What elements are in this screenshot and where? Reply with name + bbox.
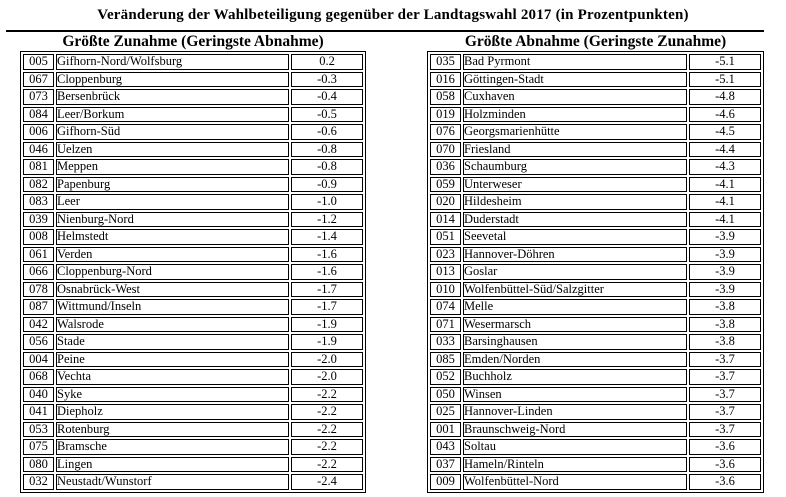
district-name-cell: Cloppenburg [56, 72, 289, 88]
change-value-cell: -3.6 [689, 457, 761, 473]
decrease-table [427, 51, 764, 493]
title-divider [6, 30, 764, 32]
district-name-cell: Walsrode [56, 317, 289, 333]
district-name-cell: Barsinghausen [463, 334, 687, 350]
table-row [430, 159, 761, 175]
change-value-cell: -5.1 [689, 54, 761, 70]
table-row [23, 352, 363, 368]
change-value-cell: -0.8 [291, 159, 363, 175]
district-name-cell: Schaumburg [463, 159, 687, 175]
district-name-cell: Rotenburg [56, 422, 289, 438]
district-name-cell: Stade [56, 334, 289, 350]
table-row [430, 369, 761, 385]
table-row [430, 72, 761, 88]
district-code-cell: 081 [23, 159, 54, 175]
district-name-cell: Gifhorn-Süd [56, 124, 289, 140]
district-code-cell: 061 [23, 247, 54, 263]
change-value-cell: -3.9 [689, 247, 761, 263]
district-name-cell: Bad Pyrmont [463, 54, 687, 70]
table-row [23, 142, 363, 158]
change-value-cell: -1.6 [291, 264, 363, 280]
district-code-cell: 040 [23, 387, 54, 403]
district-code-cell: 016 [430, 72, 461, 88]
table-row [23, 404, 363, 420]
district-name-cell: Wittmund/Inseln [56, 299, 289, 315]
change-value-cell: -3.7 [689, 387, 761, 403]
table-row [23, 177, 363, 193]
district-name-cell: Georgsmarienhütte [463, 124, 687, 140]
increase-table-header: Größte Zunahme (Geringste Abnahme) [62, 33, 324, 50]
table-row [430, 54, 761, 70]
district-code-cell: 005 [23, 54, 54, 70]
district-name-cell: Buchholz [463, 369, 687, 385]
table-row [430, 89, 761, 105]
table-row [23, 229, 363, 245]
change-value-cell: -4.1 [689, 194, 761, 210]
district-name-cell: Neustadt/Wunstorf [56, 474, 289, 490]
district-code-cell: 014 [430, 212, 461, 228]
table-row [430, 457, 761, 473]
change-value-cell: -1.9 [291, 317, 363, 333]
change-value-cell: -2.2 [291, 387, 363, 403]
table-row [23, 264, 363, 280]
change-value-cell: -2.4 [291, 474, 363, 490]
district-name-cell: Goslar [463, 264, 687, 280]
district-name-cell: Lingen [56, 457, 289, 473]
district-name-cell: Verden [56, 247, 289, 263]
table-row [23, 387, 363, 403]
change-value-cell: -3.9 [689, 264, 761, 280]
district-name-cell: Gifhorn-Nord/Wolfsburg [56, 54, 289, 70]
district-name-cell: Wolfenbüttel-Süd/Salzgitter [463, 282, 687, 298]
district-name-cell: Braunschweig-Nord [463, 422, 687, 438]
district-name-cell: Hannover-Döhren [463, 247, 687, 263]
district-name-cell: Hannover-Linden [463, 404, 687, 420]
district-name-cell: Winsen [463, 387, 687, 403]
district-name-cell: Cuxhaven [463, 89, 687, 105]
change-value-cell: -0.8 [291, 142, 363, 158]
table-row [23, 54, 363, 70]
decrease-table-body [430, 54, 761, 490]
change-value-cell: -1.9 [291, 334, 363, 350]
district-code-cell: 053 [23, 422, 54, 438]
change-value-cell: -1.7 [291, 282, 363, 298]
district-code-cell: 074 [430, 299, 461, 315]
district-code-cell: 084 [23, 107, 54, 123]
change-value-cell: -2.2 [291, 422, 363, 438]
district-name-cell: Göttingen-Stadt [463, 72, 687, 88]
change-value-cell: -3.7 [689, 352, 761, 368]
district-name-cell: Melle [463, 299, 687, 315]
district-code-cell: 075 [23, 439, 54, 455]
district-code-cell: 059 [430, 177, 461, 193]
district-name-cell: Leer [56, 194, 289, 210]
change-value-cell: -3.8 [689, 299, 761, 315]
district-name-cell: Vechta [56, 369, 289, 385]
district-name-cell: Syke [56, 387, 289, 403]
table-row [23, 194, 363, 210]
district-code-cell: 056 [23, 334, 54, 350]
district-code-cell: 019 [430, 107, 461, 123]
table-row [430, 352, 761, 368]
district-code-cell: 037 [430, 457, 461, 473]
change-value-cell: -3.6 [689, 474, 761, 490]
change-value-cell: -3.9 [689, 229, 761, 245]
table-row [23, 439, 363, 455]
table-row [23, 282, 363, 298]
district-name-cell: Meppen [56, 159, 289, 175]
change-value-cell: -1.2 [291, 212, 363, 228]
district-name-cell: Helmstedt [56, 229, 289, 245]
change-value-cell: -4.6 [689, 107, 761, 123]
change-value-cell: -3.7 [689, 404, 761, 420]
change-value-cell: -0.6 [291, 124, 363, 140]
change-value-cell: -3.7 [689, 422, 761, 438]
change-value-cell: 0.2 [291, 54, 363, 70]
district-code-cell: 033 [430, 334, 461, 350]
district-code-cell: 073 [23, 89, 54, 105]
district-code-cell: 051 [430, 229, 461, 245]
change-value-cell: -3.9 [689, 282, 761, 298]
district-code-cell: 071 [430, 317, 461, 333]
decrease-table-header: Größte Abnahme (Geringste Zunahme) [464, 33, 727, 50]
change-value-cell: -2.2 [291, 457, 363, 473]
table-row [430, 474, 761, 490]
table-row [430, 299, 761, 315]
change-value-cell: -0.5 [291, 107, 363, 123]
district-code-cell: 036 [430, 159, 461, 175]
table-row [430, 212, 761, 228]
district-code-cell: 078 [23, 282, 54, 298]
change-value-cell: -2.2 [291, 404, 363, 420]
district-name-cell: Papenburg [56, 177, 289, 193]
district-name-cell: Bramsche [56, 439, 289, 455]
table-row [430, 247, 761, 263]
table-row [23, 457, 363, 473]
change-value-cell: -2.0 [291, 352, 363, 368]
change-value-cell: -4.8 [689, 89, 761, 105]
district-code-cell: 023 [430, 247, 461, 263]
change-value-cell: -1.6 [291, 247, 363, 263]
district-name-cell: Duderstadt [463, 212, 687, 228]
increase-table [20, 51, 366, 493]
decrease-table-section [427, 33, 764, 493]
change-value-cell: -3.7 [689, 369, 761, 385]
district-name-cell: Wesermarsch [463, 317, 687, 333]
table-row [430, 387, 761, 403]
district-code-cell: 013 [430, 264, 461, 280]
table-row [23, 89, 363, 105]
district-code-cell: 009 [430, 474, 461, 490]
district-name-cell: Nienburg-Nord [56, 212, 289, 228]
increase-table-body [23, 54, 363, 490]
district-code-cell: 067 [23, 72, 54, 88]
table-row [430, 334, 761, 350]
change-value-cell: -3.8 [689, 317, 761, 333]
district-code-cell: 035 [430, 54, 461, 70]
district-name-cell: Hildesheim [463, 194, 687, 210]
change-value-cell: -0.9 [291, 177, 363, 193]
table-row [23, 317, 363, 333]
district-name-cell: Unterweser [463, 177, 687, 193]
table-row [430, 107, 761, 123]
table-row [430, 317, 761, 333]
district-name-cell: Cloppenburg-Nord [56, 264, 289, 280]
district-name-cell: Hameln/Rinteln [463, 457, 687, 473]
district-name-cell: Wolfenbüttel-Nord [463, 474, 687, 490]
table-row [23, 369, 363, 385]
table-row [23, 107, 363, 123]
district-code-cell: 032 [23, 474, 54, 490]
change-value-cell: -1.7 [291, 299, 363, 315]
change-value-cell: -0.3 [291, 72, 363, 88]
page-title: Veränderung der Wahlbeteiligung gegenüber der Landtagswahl 2017 (in Prozentpunkten) [97, 7, 689, 23]
change-value-cell: -4.5 [689, 124, 761, 140]
change-value-cell: -4.3 [689, 159, 761, 175]
district-code-cell: 068 [23, 369, 54, 385]
district-code-cell: 082 [23, 177, 54, 193]
district-name-cell: Osnabrück-West [56, 282, 289, 298]
district-code-cell: 066 [23, 264, 54, 280]
district-code-cell: 058 [430, 89, 461, 105]
district-code-cell: 087 [23, 299, 54, 315]
district-name-cell: Peine [56, 352, 289, 368]
change-value-cell: -1.4 [291, 229, 363, 245]
district-name-cell: Uelzen [56, 142, 289, 158]
table-row [430, 194, 761, 210]
district-code-cell: 070 [430, 142, 461, 158]
table-row [23, 422, 363, 438]
table-row [430, 422, 761, 438]
district-code-cell: 004 [23, 352, 54, 368]
district-code-cell: 085 [430, 352, 461, 368]
district-name-cell: Seevetal [463, 229, 687, 245]
change-value-cell: -1.0 [291, 194, 363, 210]
table-row [23, 299, 363, 315]
change-value-cell: -4.4 [689, 142, 761, 158]
table-row [430, 142, 761, 158]
district-code-cell: 052 [430, 369, 461, 385]
district-code-cell: 039 [23, 212, 54, 228]
district-code-cell: 006 [23, 124, 54, 140]
district-code-cell: 041 [23, 404, 54, 420]
table-row [23, 474, 363, 490]
district-name-cell: Emden/Norden [463, 352, 687, 368]
table-row [23, 159, 363, 175]
district-code-cell: 050 [430, 387, 461, 403]
district-code-cell: 025 [430, 404, 461, 420]
district-name-cell: Bersenbrück [56, 89, 289, 105]
district-code-cell: 080 [23, 457, 54, 473]
district-code-cell: 083 [23, 194, 54, 210]
district-name-cell: Leer/Borkum [56, 107, 289, 123]
change-value-cell: -5.1 [689, 72, 761, 88]
change-value-cell: -0.4 [291, 89, 363, 105]
table-row [430, 124, 761, 140]
table-row [23, 124, 363, 140]
table-row [23, 212, 363, 228]
district-name-cell: Soltau [463, 439, 687, 455]
district-code-cell: 076 [430, 124, 461, 140]
change-value-cell: -4.1 [689, 177, 761, 193]
change-value-cell: -2.2 [291, 439, 363, 455]
district-code-cell: 001 [430, 422, 461, 438]
district-name-cell: Friesland [463, 142, 687, 158]
table-row [23, 72, 363, 88]
district-code-cell: 020 [430, 194, 461, 210]
change-value-cell: -2.0 [291, 369, 363, 385]
change-value-cell: -4.1 [689, 212, 761, 228]
district-code-cell: 046 [23, 142, 54, 158]
district-code-cell: 043 [430, 439, 461, 455]
table-row [23, 247, 363, 263]
table-row [430, 264, 761, 280]
district-name-cell: Holzminden [463, 107, 687, 123]
change-value-cell: -3.6 [689, 439, 761, 455]
table-row [430, 177, 761, 193]
table-row [430, 404, 761, 420]
district-name-cell: Diepholz [56, 404, 289, 420]
change-value-cell: -3.8 [689, 334, 761, 350]
district-code-cell: 042 [23, 317, 54, 333]
table-row [430, 282, 761, 298]
table-row [430, 439, 761, 455]
table-row [430, 229, 761, 245]
district-code-cell: 010 [430, 282, 461, 298]
increase-table-section [20, 33, 366, 493]
district-code-cell: 008 [23, 229, 54, 245]
table-row [23, 334, 363, 350]
